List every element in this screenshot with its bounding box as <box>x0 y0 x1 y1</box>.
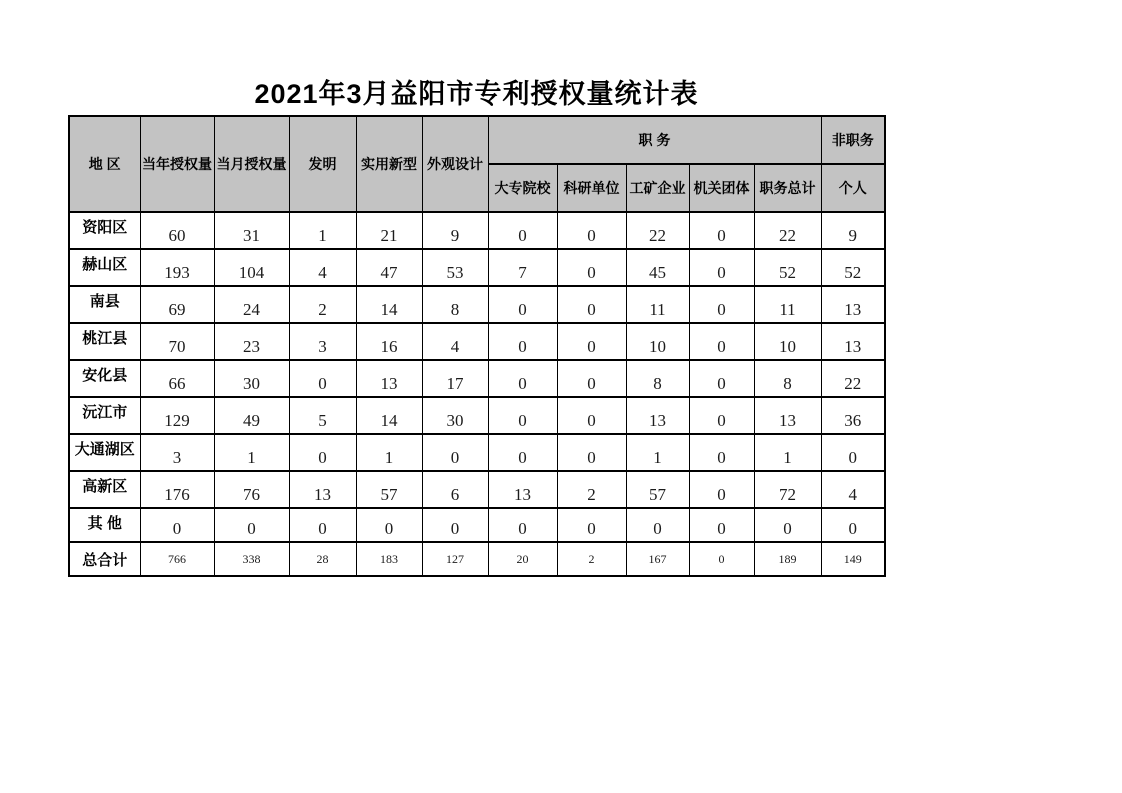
value-cell: 129 <box>140 397 214 434</box>
value-cell: 4 <box>422 323 488 360</box>
col-header-government-org: 机关团体 <box>689 164 754 212</box>
value-cell: 1 <box>626 434 689 471</box>
value-cell: 189 <box>754 542 821 576</box>
value-cell: 0 <box>689 212 754 249</box>
col-header-service-group: 职 务 <box>488 116 821 164</box>
region-cell: 资阳区 <box>69 212 140 249</box>
region-cell: 其 他 <box>69 508 140 542</box>
value-cell: 0 <box>289 508 356 542</box>
region-cell: 大通湖区 <box>69 434 140 471</box>
value-cell: 0 <box>557 323 626 360</box>
value-cell: 10 <box>626 323 689 360</box>
value-cell: 14 <box>356 286 422 323</box>
value-cell: 0 <box>557 397 626 434</box>
col-header-industrial-enterprise: 工矿企业 <box>626 164 689 212</box>
value-cell: 52 <box>754 249 821 286</box>
value-cell: 0 <box>689 508 754 542</box>
value-cell: 13 <box>488 471 557 508</box>
value-cell: 0 <box>488 397 557 434</box>
value-cell: 193 <box>140 249 214 286</box>
value-cell: 13 <box>821 323 885 360</box>
value-cell: 70 <box>140 323 214 360</box>
value-cell: 22 <box>626 212 689 249</box>
value-cell: 45 <box>626 249 689 286</box>
value-cell: 16 <box>356 323 422 360</box>
value-cell: 52 <box>821 249 885 286</box>
value-cell: 8 <box>422 286 488 323</box>
value-cell: 4 <box>289 249 356 286</box>
region-cell: 赫山区 <box>69 249 140 286</box>
col-header-region: 地 区 <box>69 116 140 212</box>
value-cell: 3 <box>140 434 214 471</box>
value-cell: 127 <box>422 542 488 576</box>
region-cell: 高新区 <box>69 471 140 508</box>
page-title: 2021年3月益阳市专利授权量统计表 <box>254 79 699 109</box>
value-cell: 49 <box>214 397 289 434</box>
value-cell: 7 <box>488 249 557 286</box>
value-cell: 0 <box>754 508 821 542</box>
value-cell: 2 <box>289 286 356 323</box>
value-cell: 31 <box>214 212 289 249</box>
value-cell: 149 <box>821 542 885 576</box>
table-row-gaoxin <box>69 471 885 508</box>
value-cell: 0 <box>488 212 557 249</box>
value-cell: 66 <box>140 360 214 397</box>
value-cell: 13 <box>626 397 689 434</box>
value-cell: 57 <box>356 471 422 508</box>
value-cell: 0 <box>140 508 214 542</box>
value-cell: 0 <box>626 508 689 542</box>
value-cell: 0 <box>557 249 626 286</box>
value-cell: 36 <box>821 397 885 434</box>
value-cell: 0 <box>488 508 557 542</box>
value-cell: 13 <box>754 397 821 434</box>
value-cell: 3 <box>289 323 356 360</box>
value-cell: 76 <box>214 471 289 508</box>
region-cell: 安化县 <box>69 360 140 397</box>
table-row-anhua <box>69 360 885 397</box>
value-cell: 22 <box>821 360 885 397</box>
value-cell: 28 <box>289 542 356 576</box>
value-cell: 30 <box>422 397 488 434</box>
value-cell: 0 <box>289 360 356 397</box>
value-cell: 0 <box>422 508 488 542</box>
value-cell: 183 <box>356 542 422 576</box>
table-row-datonghu <box>69 434 885 471</box>
col-header-invention: 发明 <box>289 116 356 212</box>
table-row-yuanjiang <box>69 397 885 434</box>
value-cell: 0 <box>557 508 626 542</box>
value-cell: 9 <box>422 212 488 249</box>
col-header-design: 外观设计 <box>422 116 488 212</box>
value-cell: 167 <box>626 542 689 576</box>
value-cell: 10 <box>754 323 821 360</box>
table-row-ziyang <box>69 212 885 249</box>
col-header-non-service-group: 非职务 <box>821 116 885 164</box>
value-cell: 21 <box>356 212 422 249</box>
value-cell: 1 <box>289 212 356 249</box>
header-row-top <box>69 116 885 164</box>
patent-statistics-table <box>68 115 886 577</box>
table-row-heshan <box>69 249 885 286</box>
value-cell: 0 <box>689 434 754 471</box>
value-cell: 23 <box>214 323 289 360</box>
col-header-college: 大专院校 <box>488 164 557 212</box>
value-cell: 0 <box>557 434 626 471</box>
value-cell: 1 <box>754 434 821 471</box>
value-cell: 0 <box>557 360 626 397</box>
value-cell: 0 <box>689 360 754 397</box>
value-cell: 30 <box>214 360 289 397</box>
value-cell: 6 <box>422 471 488 508</box>
value-cell: 0 <box>557 212 626 249</box>
value-cell: 13 <box>289 471 356 508</box>
value-cell: 5 <box>289 397 356 434</box>
value-cell: 104 <box>214 249 289 286</box>
value-cell: 2 <box>557 471 626 508</box>
value-cell: 0 <box>488 286 557 323</box>
col-header-individual: 个人 <box>821 164 885 212</box>
value-cell: 9 <box>821 212 885 249</box>
region-cell: 南县 <box>69 286 140 323</box>
value-cell: 60 <box>140 212 214 249</box>
value-cell: 0 <box>689 286 754 323</box>
value-cell: 0 <box>821 434 885 471</box>
value-cell: 13 <box>356 360 422 397</box>
region-cell: 桃江县 <box>69 323 140 360</box>
table-row-grand-total <box>69 542 885 576</box>
value-cell: 338 <box>214 542 289 576</box>
col-header-utility-model: 实用新型 <box>356 116 422 212</box>
value-cell: 2 <box>557 542 626 576</box>
value-cell: 8 <box>626 360 689 397</box>
value-cell: 1 <box>214 434 289 471</box>
value-cell: 14 <box>356 397 422 434</box>
value-cell: 47 <box>356 249 422 286</box>
table-row-other <box>69 508 885 542</box>
value-cell: 53 <box>422 249 488 286</box>
region-cell: 总合计 <box>69 542 140 576</box>
value-cell: 69 <box>140 286 214 323</box>
value-cell: 11 <box>626 286 689 323</box>
table-row-nanxian <box>69 286 885 323</box>
value-cell: 0 <box>488 323 557 360</box>
value-cell: 4 <box>821 471 885 508</box>
value-cell: 0 <box>214 508 289 542</box>
value-cell: 0 <box>689 542 754 576</box>
value-cell: 176 <box>140 471 214 508</box>
col-header-year-total: 当年授权量 <box>140 116 214 212</box>
col-header-service-total: 职务总计 <box>754 164 821 212</box>
value-cell: 0 <box>689 323 754 360</box>
value-cell: 1 <box>356 434 422 471</box>
value-cell: 72 <box>754 471 821 508</box>
value-cell: 0 <box>488 360 557 397</box>
value-cell: 0 <box>821 508 885 542</box>
region-cell: 沅江市 <box>69 397 140 434</box>
value-cell: 0 <box>289 434 356 471</box>
value-cell: 11 <box>754 286 821 323</box>
value-cell: 24 <box>214 286 289 323</box>
value-cell: 0 <box>689 471 754 508</box>
value-cell: 0 <box>689 397 754 434</box>
col-header-research-unit: 科研单位 <box>557 164 626 212</box>
table-row-taojiang <box>69 323 885 360</box>
value-cell: 57 <box>626 471 689 508</box>
value-cell: 0 <box>488 434 557 471</box>
col-header-month-total: 当月授权量 <box>214 116 289 212</box>
value-cell: 0 <box>689 249 754 286</box>
value-cell: 8 <box>754 360 821 397</box>
value-cell: 0 <box>557 286 626 323</box>
value-cell: 766 <box>140 542 214 576</box>
value-cell: 0 <box>356 508 422 542</box>
value-cell: 17 <box>422 360 488 397</box>
value-cell: 13 <box>821 286 885 323</box>
value-cell: 22 <box>754 212 821 249</box>
value-cell: 20 <box>488 542 557 576</box>
value-cell: 0 <box>422 434 488 471</box>
